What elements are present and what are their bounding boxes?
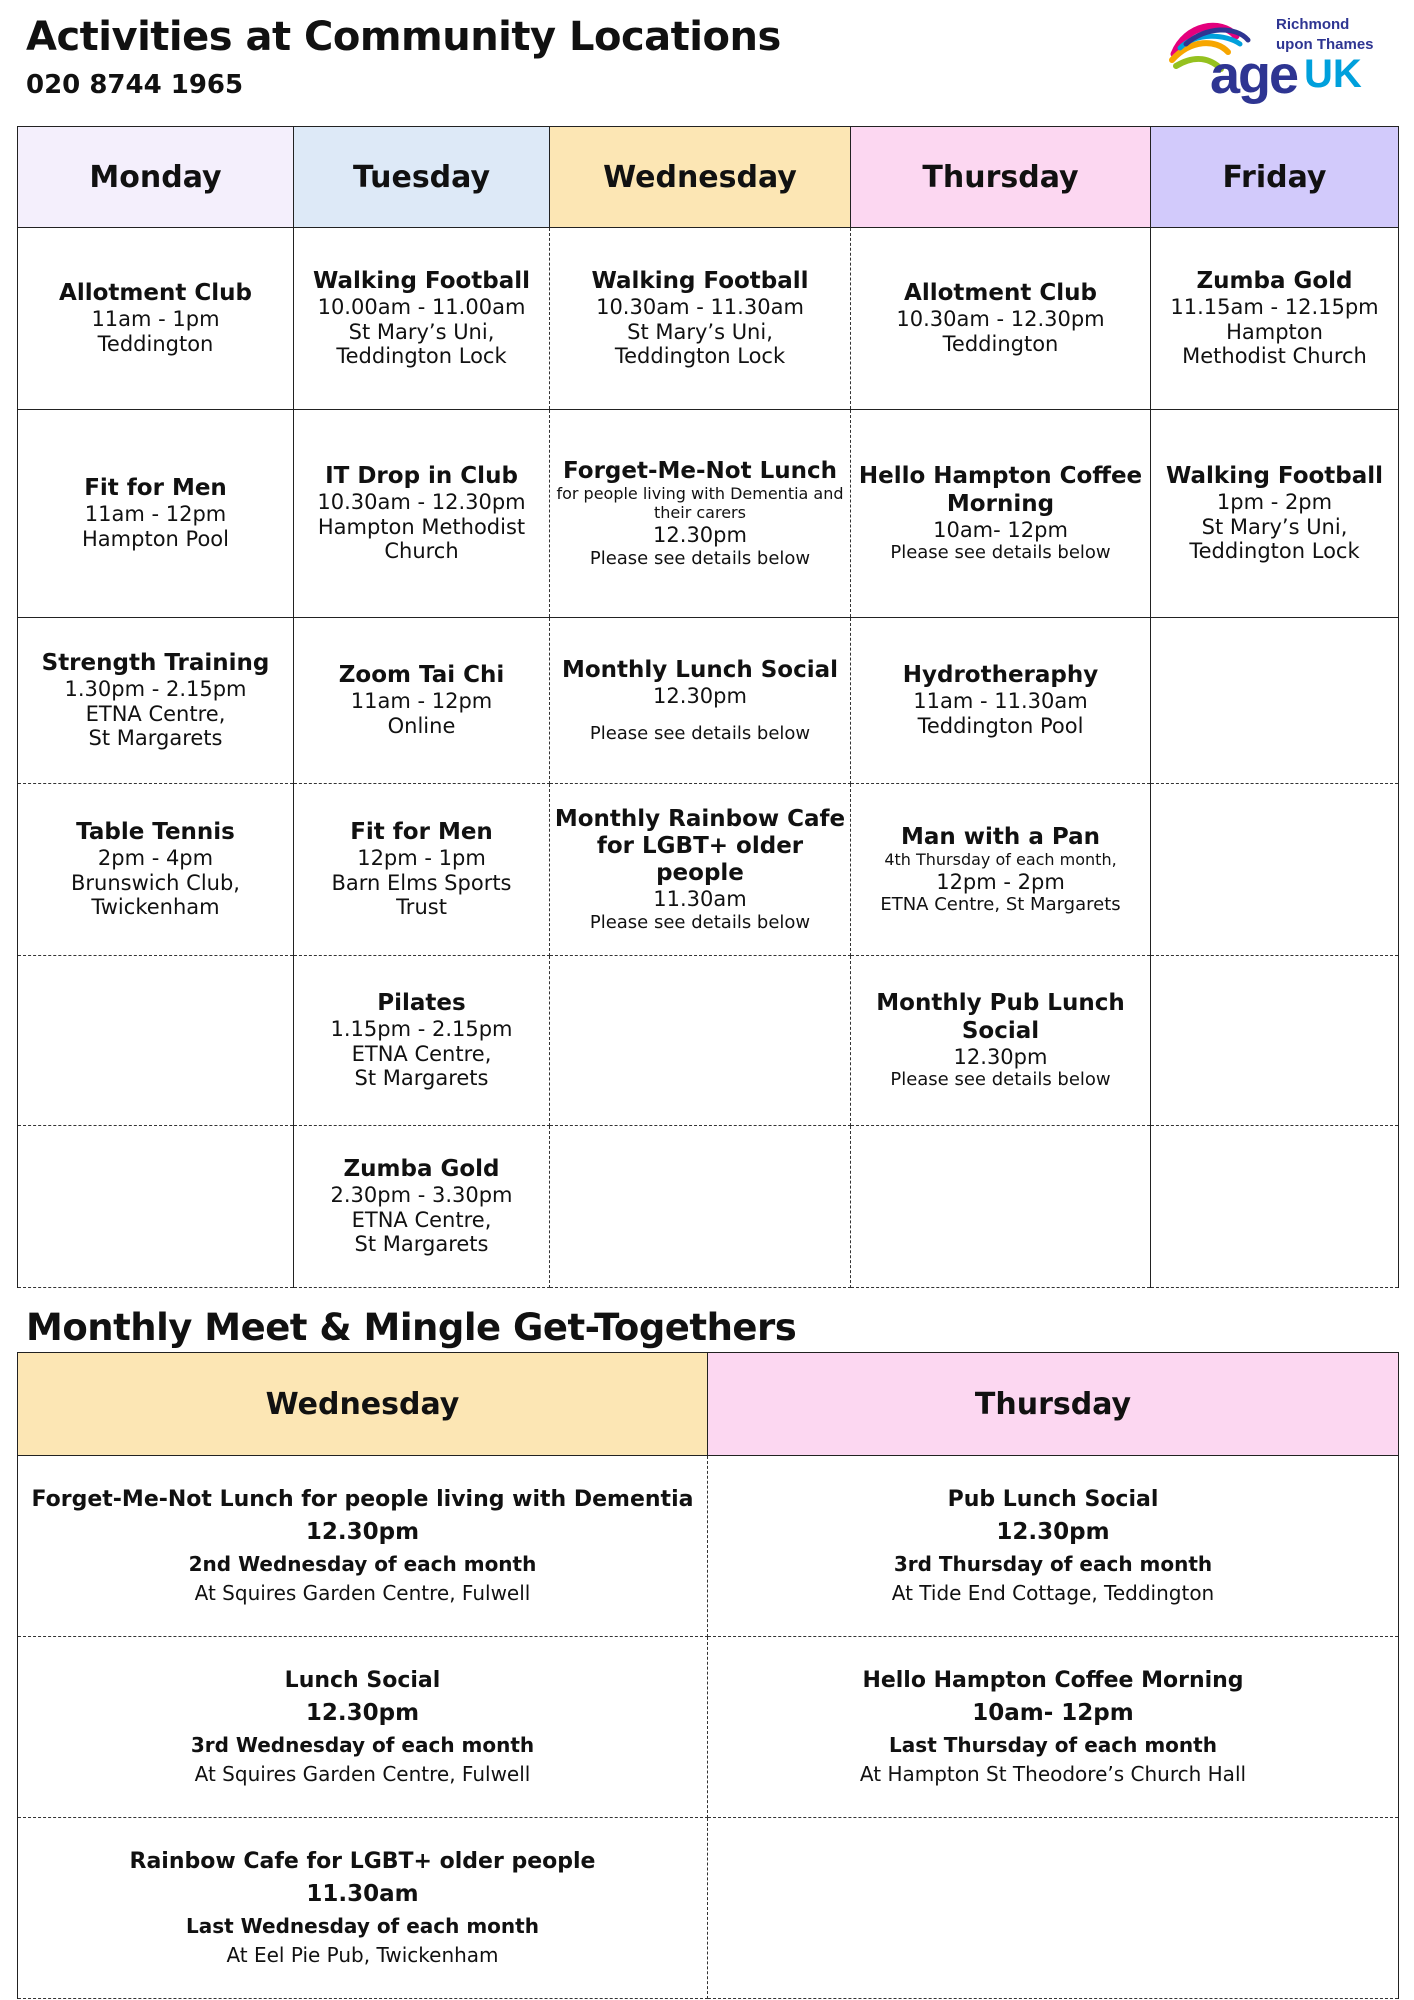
activity-detail: 11am - 1pm	[91, 307, 220, 332]
activity-cell-thursday	[851, 228, 1151, 410]
meet-cell-thursday	[708, 1456, 1399, 1637]
meet-cell-thursday	[708, 1637, 1399, 1818]
meet-row	[18, 1637, 1399, 1818]
activity-note: Please see details below	[890, 542, 1111, 564]
activity-detail: Hampton Methodist	[317, 514, 526, 539]
meet-event-frequency: 3rd Wednesday of each month	[190, 1732, 535, 1757]
meet-header-thursday: Thursday	[708, 1353, 1399, 1456]
activity-cell-friday	[1151, 618, 1399, 784]
activity-title: Monthly Rainbow Cafe for LGBT+ older people	[554, 805, 846, 887]
activity-detail: St Mary’s Uni,	[1201, 514, 1348, 539]
activity-detail: Teddington Lock	[614, 344, 786, 369]
logo-text-age: age	[1210, 45, 1298, 105]
activity-detail: Barn Elms Sports	[331, 870, 512, 895]
activity-detail: St Margarets	[354, 1066, 489, 1091]
activity-cell-friday	[1151, 228, 1399, 410]
activity-cell-monday	[18, 228, 294, 410]
activity-cell-wednesday	[550, 618, 851, 784]
activity-detail: 10am- 12pm	[933, 517, 1068, 542]
activity-title: Walking Football	[312, 267, 531, 294]
activity-detail: 11am - 12pm	[84, 502, 227, 527]
activity-detail: Trust	[396, 895, 447, 920]
activity-title: Hydrotheraphy	[902, 662, 1099, 689]
activity-detail: 11.15am - 12.15pm	[1170, 294, 1379, 319]
activity-cell-friday	[1151, 956, 1399, 1126]
activity-detail: 10.30am - 12.30pm	[896, 307, 1105, 332]
activity-cell-wednesday	[550, 956, 851, 1126]
meet-row	[18, 1818, 1399, 1999]
meet-event-time: 12.30pm	[305, 1700, 420, 1727]
activity-detail: Twickenham	[91, 895, 220, 920]
activity-note: Please see details below	[890, 1069, 1111, 1091]
activity-title: Allotment Club	[904, 280, 1097, 307]
activity-detail: Online	[387, 714, 456, 739]
activity-detail: ETNA Centre,	[351, 1207, 492, 1232]
activity-title: Walking Football	[1165, 462, 1384, 489]
meet-event-time: 11.30am	[306, 1881, 419, 1908]
activity-cell-wednesday	[550, 228, 851, 410]
activity-title: Hello Hampton Coffee Morning	[858, 463, 1143, 517]
activity-detail: Teddington Pool	[917, 714, 1084, 739]
activity-row	[18, 1126, 1399, 1288]
activity-detail: St Mary’s Uni,	[627, 319, 773, 344]
activity-subtitle: 4th Thursday of each month,	[884, 849, 1117, 869]
meet-header-row	[18, 1353, 1399, 1456]
activity-detail: 10.30am - 12.30pm	[317, 489, 526, 514]
meet-cell-wednesday	[18, 1456, 708, 1637]
meet-cell-wednesday	[18, 1818, 708, 1999]
activity-detail: 12pm - 1pm	[357, 845, 486, 870]
meet-event-location: At Squires Garden Centre, Fulwell	[194, 1761, 531, 1786]
activity-cell-tuesday	[294, 1126, 550, 1288]
activity-note: ETNA Centre, St Margarets	[880, 894, 1121, 916]
activity-detail: St Mary’s Uni,	[348, 319, 495, 344]
activity-note: Please see details below	[589, 722, 811, 744]
activity-row	[18, 410, 1399, 618]
activity-row	[18, 228, 1399, 410]
activity-detail: 10.00am - 11.00am	[317, 294, 526, 319]
activity-detail: 2.30pm - 3.30pm	[330, 1182, 513, 1207]
activity-cell-tuesday	[294, 410, 550, 618]
activity-note: Please see details below	[589, 911, 811, 933]
activity-title: Fit for Men	[350, 818, 493, 845]
meet-cell-thursday	[708, 1818, 1399, 1999]
day-header-monday: Monday	[18, 127, 294, 228]
activity-detail: 1.30pm - 2.15pm	[64, 676, 247, 701]
meet-event-title: Lunch Social	[284, 1668, 441, 1694]
activity-title: Zumba Gold	[343, 1155, 500, 1182]
activity-cell-monday	[18, 410, 294, 618]
meet-event-frequency: 3rd Thursday of each month	[893, 1551, 1213, 1576]
activity-cell-tuesday	[294, 618, 550, 784]
activity-cell-tuesday	[294, 228, 550, 410]
activity-cell-thursday	[851, 784, 1151, 956]
meet-event-location: At Hampton St Theodore’s Church Hall	[859, 1761, 1247, 1786]
meet-and-mingle-table	[17, 1352, 1399, 1999]
activity-detail: 1pm - 2pm	[1216, 489, 1333, 514]
activity-cell-thursday	[851, 618, 1151, 784]
activity-cell-tuesday	[294, 956, 550, 1126]
activity-detail: Teddington Lock	[1189, 539, 1360, 564]
meet-event-title: Rainbow Cafe for LGBT+ older people	[129, 1849, 596, 1875]
activity-title: Strength Training	[41, 649, 270, 676]
activity-detail: 12pm - 2pm	[936, 869, 1065, 894]
activity-detail: 12.30pm	[653, 522, 747, 547]
meet-event-location: At Tide End Cottage, Teddington	[891, 1580, 1215, 1605]
activity-title: Zoom Tai Chi	[338, 662, 505, 689]
activity-detail: 11am - 12pm	[350, 689, 493, 714]
activity-detail: 2pm - 4pm	[97, 845, 214, 870]
meet-event-frequency: Last Thursday of each month	[889, 1732, 1217, 1757]
activity-detail: Hampton Pool	[82, 527, 229, 552]
activity-detail: Church	[384, 539, 459, 564]
activity-row	[18, 784, 1399, 956]
activity-detail: 12.30pm	[653, 684, 747, 709]
meet-event-frequency: Last Wednesday of each month	[186, 1913, 539, 1938]
activity-detail: 12.30pm	[953, 1044, 1048, 1069]
day-header-row	[18, 127, 1399, 228]
weekly-activities-table	[17, 126, 1399, 1288]
page-title: Activities at Community Locations	[26, 14, 781, 60]
activity-cell-thursday	[851, 956, 1151, 1126]
activity-detail: Brunswich Club,	[71, 870, 240, 895]
activity-cell-friday	[1151, 1126, 1399, 1288]
age-uk-logo	[1166, 14, 1386, 106]
activity-title: Fit for Men	[84, 475, 227, 502]
meet-event-title: Pub Lunch Social	[947, 1487, 1159, 1513]
activity-detail: ETNA Centre,	[351, 1041, 492, 1066]
logo-text-upon-thames: upon Thames	[1276, 36, 1374, 53]
day-header-wednesday: Wednesday	[550, 127, 851, 228]
phone-number: 020 8744 1965	[26, 70, 244, 100]
activity-cell-wednesday	[550, 1126, 851, 1288]
activity-cell-monday	[18, 1126, 294, 1288]
activity-detail: Teddington Lock	[336, 344, 507, 369]
activity-note: Please see details below	[589, 547, 811, 569]
meet-event-location: At Squires Garden Centre, Fulwell	[194, 1580, 531, 1605]
activity-title: Forget-Me-Not Lunch	[562, 458, 838, 485]
meet-event-time: 10am- 12pm	[972, 1700, 1134, 1727]
meet-row	[18, 1456, 1399, 1637]
activity-detail: 11am - 11.30am	[913, 689, 1088, 714]
meet-event-time: 12.30pm	[305, 1519, 420, 1546]
activity-title: Allotment Club	[59, 280, 252, 307]
activity-cell-monday	[18, 956, 294, 1126]
activity-title: IT Drop in Club	[325, 462, 518, 489]
activity-title: Walking Football	[591, 267, 809, 294]
activity-cell-tuesday	[294, 784, 550, 956]
activity-detail: Teddington	[97, 332, 214, 357]
activity-cell-wednesday	[550, 784, 851, 956]
activity-subtitle: for people living with Dementia and their carers	[556, 484, 844, 523]
meet-cell-wednesday	[18, 1637, 708, 1818]
day-header-friday: Friday	[1151, 127, 1399, 228]
activity-title: Monthly Lunch Social	[561, 656, 839, 683]
logo-text-uk: UK	[1304, 52, 1362, 96]
activity-detail: 1.15pm - 2.15pm	[330, 1016, 513, 1041]
meet-event-location: At Eel Pie Pub, Twickenham	[226, 1942, 499, 1967]
activity-cell-monday	[18, 784, 294, 956]
activity-row	[18, 618, 1399, 784]
activity-detail: ETNA Centre,	[85, 701, 226, 726]
activity-detail: St Margarets	[88, 726, 223, 751]
activity-title: Zumba Gold	[1196, 267, 1353, 294]
activity-cell-friday	[1151, 410, 1399, 618]
activity-cell-monday	[18, 618, 294, 784]
activity-cell-wednesday	[550, 410, 851, 618]
meet-event-time: 12.30pm	[996, 1519, 1110, 1546]
activity-detail: Hampton	[1226, 319, 1323, 344]
meet-section-title: Monthly Meet & Mingle Get-Togethers	[26, 1306, 797, 1349]
day-header-tuesday: Tuesday	[294, 127, 550, 228]
activity-title: Monthly Pub Lunch Social	[876, 990, 1125, 1044]
activity-cell-thursday	[851, 410, 1151, 618]
meet-header-wednesday: Wednesday	[18, 1353, 708, 1456]
meet-event-title: Hello Hampton Coffee Morning	[862, 1668, 1244, 1694]
activity-title: Man with a Pan	[901, 823, 1100, 850]
activity-detail: Teddington	[942, 332, 1059, 357]
activity-cell-thursday	[851, 1126, 1151, 1288]
activity-detail: 11.30am	[653, 887, 747, 912]
meet-event-title: Forget-Me-Not Lunch for people living with Dementia	[31, 1487, 694, 1513]
activity-detail: St Margarets	[354, 1232, 489, 1257]
activity-title: Pilates	[377, 989, 466, 1016]
activity-detail: Methodist Church	[1182, 344, 1367, 369]
activity-cell-friday	[1151, 784, 1399, 956]
day-header-thursday: Thursday	[851, 127, 1151, 228]
activity-detail: 10.30am - 11.30am	[596, 294, 804, 319]
logo-text-richmond: Richmond	[1276, 16, 1350, 33]
activity-row	[18, 956, 1399, 1126]
activity-title: Table Tennis	[76, 818, 235, 845]
meet-event-frequency: 2nd Wednesday of each month	[188, 1551, 537, 1576]
